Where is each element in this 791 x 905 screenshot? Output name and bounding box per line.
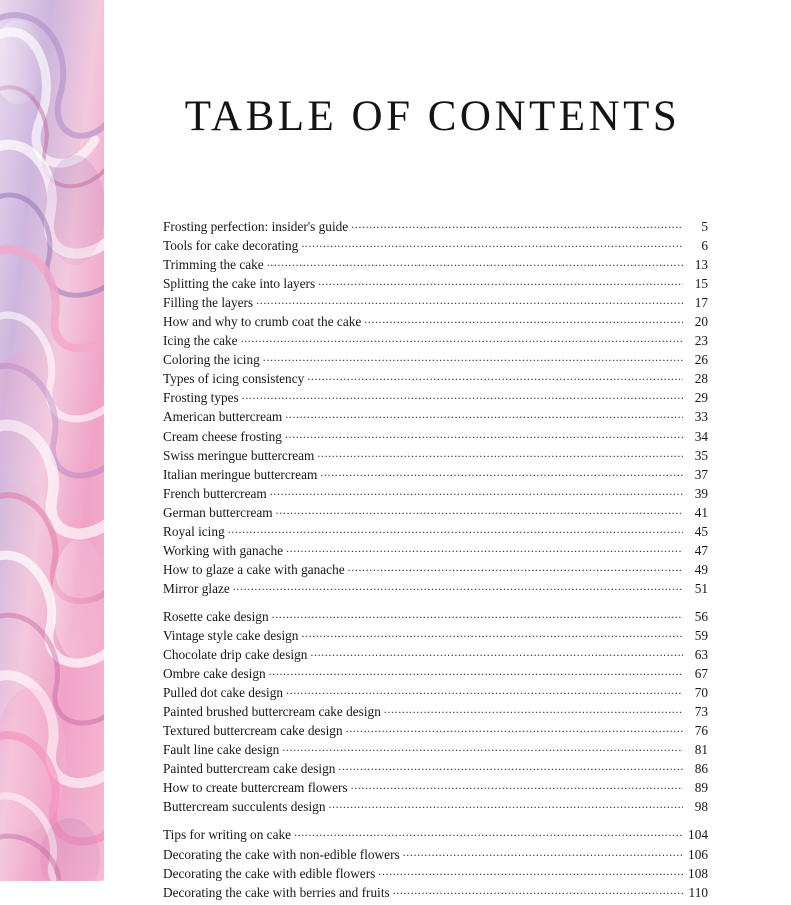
toc-entry-label: Painted brushed buttercream cake design [163,704,381,720]
toc-entry[interactable] [163,372,708,391]
document-page [104,0,791,900]
toc-entry[interactable] [163,296,708,315]
toc-entry-page-number: 67 [694,666,708,682]
toc-entry[interactable] [163,762,708,781]
toc-entry-page-number: 110 [688,884,708,900]
toc-entry[interactable] [163,315,708,334]
toc-leader-dots [346,724,683,735]
toc-entry-label: Buttercream succulents design [163,799,326,815]
toc-entry-label: Icing the cake [163,333,238,349]
toc-entry-label: Frosting perfection: insider's guide [163,219,349,234]
toc-entry-label: Royal icing [163,523,225,539]
toc-entry-label: Mirror glaze [163,580,230,596]
toc-entry-label: Cream cheese frosting [163,428,282,444]
toc-entry-label: Working with ganache [163,542,284,558]
toc-entry-label: Swiss meringue buttercream [163,447,315,463]
toc-leader-dots [364,315,683,326]
toc-entry-label: Ombre cake design [163,666,266,682]
toc-leader-dots [351,220,683,231]
toc-entry-page-number: 6 [701,238,708,254]
toc-entry-label: Tips for writing on cake [163,827,292,843]
toc-entry[interactable] [163,648,708,667]
toc-entry[interactable] [163,220,708,239]
toc-leader-dots [270,487,683,498]
toc-entry[interactable] [163,258,708,277]
toc-entry-label: Pulled dot cake design [163,685,284,701]
toc-entry-label: Types of icing consistency [163,371,305,387]
toc-leader-dots [267,258,683,269]
toc-leader-dots [269,667,683,678]
toc-entry-label: Fault line cake design [163,742,280,758]
toc-entry[interactable] [163,525,708,544]
toc-entry[interactable] [163,430,708,449]
toc-entry-page-number: 49 [694,561,708,577]
toc-entry-page-number: 26 [694,352,708,368]
toc-entry[interactable] [163,867,708,886]
toc-leader-dots [318,277,683,288]
toc-entry-page-number: 59 [694,627,708,643]
toc-entry-page-number: 13 [694,257,708,273]
toc-entry-page-number: 81 [694,742,708,758]
toc-entry-page-number: 47 [694,542,708,558]
toc-leader-dots [285,430,683,441]
toc-entry[interactable] [163,800,708,819]
toc-leader-dots [351,781,683,792]
toc-entry-label: Italian meringue buttercream [163,466,318,482]
toc-leader-dots [285,410,683,421]
toc-entry-label: Decorating the cake with edible flowers [163,865,376,881]
toc-entry-page-number: 98 [694,799,708,815]
toc-entry[interactable] [163,277,708,296]
toc-leader-dots [320,468,683,479]
toc-leader-dots [307,372,683,383]
toc-leader-dots [328,800,683,811]
toc-entry[interactable] [163,610,708,629]
toc-entry-label: Frosting types [163,390,239,406]
toc-entry-page-number: 17 [694,295,708,311]
toc-entry-page-number: 89 [694,780,708,796]
toc-entry[interactable] [163,686,708,705]
toc-leader-dots [242,391,683,402]
toc-entry-label: Decorating the cake with berries and fruits [163,884,390,900]
toc-entry[interactable] [163,544,708,563]
toc-entry-label: Rosette cake design [163,608,269,624]
toc-entry-label: Chocolate drip cake design [163,647,308,663]
toc-entry-page-number: 70 [694,685,708,701]
toc-entry-label: Painted buttercream cake design [163,761,336,777]
toc-entry-page-number: 104 [688,827,708,843]
toc-entry-page-number: 51 [694,580,708,596]
toc-leader-dots [233,582,683,593]
toc-entry[interactable] [163,667,708,686]
toc-leader-dots [403,848,683,859]
toc-entry-label: Tools for cake decorating [163,238,299,254]
toc-leader-dots [378,867,683,878]
toc-leader-dots [317,449,683,460]
toc-entry-label: American buttercream [163,409,283,425]
table-of-contents-list [163,220,708,905]
toc-leader-dots [286,686,683,697]
toc-entry-page-number: 76 [694,723,708,739]
toc-entry-page-number: 28 [694,371,708,387]
toc-entry[interactable] [163,334,708,353]
toc-entry-page-number: 45 [694,523,708,539]
toc-entry[interactable] [163,724,708,743]
toc-entry[interactable] [163,705,708,724]
toc-entry-page-number: 108 [688,865,708,881]
toc-entry-page-number: 63 [694,647,708,663]
toc-entry-label: How to create buttercream flowers [163,780,348,796]
marbled-pink-purple-texture [0,0,104,881]
toc-entry-label: How to glaze a cake with ganache [163,561,345,577]
toc-entry[interactable] [163,781,708,800]
toc-entry[interactable] [163,410,708,429]
page-title: TABLE OF CONTENTS [184,93,681,140]
toc-leader-dots [286,544,683,555]
toc-entry-page-number: 106 [688,846,708,862]
toc-entry-page-number: 15 [694,276,708,292]
toc-leader-dots [338,762,683,773]
toc-entry-page-number: 39 [694,485,708,501]
toc-leader-dots [256,296,683,307]
toc-entry[interactable] [163,563,708,582]
toc-entry[interactable] [163,629,708,648]
toc-entry[interactable] [163,468,708,487]
toc-entry-label: Vintage style cake design [163,627,299,643]
toc-entry[interactable] [163,353,708,372]
toc-leader-dots [276,506,683,517]
toc-leader-dots [384,705,683,716]
toc-leader-dots [241,334,683,345]
toc-entry-page-number: 5 [701,219,708,234]
toc-entry-page-number: 56 [694,608,708,624]
toc-entry-label: How and why to crumb coat the cake [163,314,362,330]
toc-entry[interactable] [163,582,708,601]
toc-entry[interactable] [163,886,708,905]
toc-entry-page-number: 41 [694,504,708,520]
toc-entry-page-number: 37 [694,466,708,482]
toc-leader-dots [272,610,683,621]
toc-entry[interactable] [163,487,708,506]
toc-leader-dots [310,648,683,659]
toc-entry-page-number: 86 [694,761,708,777]
toc-leader-dots [301,239,683,250]
toc-leader-dots [228,525,683,536]
toc-entry[interactable] [163,391,708,410]
toc-entry-page-number: 23 [694,333,708,349]
toc-entry-page-number: 29 [694,390,708,406]
toc-entry-page-number: 20 [694,314,708,330]
toc-entry[interactable] [163,449,708,468]
toc-leader-dots [301,629,683,640]
toc-entry-label: Decorating the cake with non-edible flowers [163,846,400,862]
toc-entry[interactable] [163,506,708,525]
toc-leader-dots [282,743,683,754]
toc-entry[interactable] [163,828,708,847]
toc-leader-dots [348,563,683,574]
toc-entry-label: French buttercream [163,485,267,501]
toc-entry-label: Coloring the icing [163,352,260,368]
toc-entry[interactable] [163,848,708,867]
toc-entry-page-number: 35 [694,447,708,463]
toc-entry[interactable] [163,743,708,762]
toc-entry[interactable] [163,239,708,258]
toc-entry-label: German buttercream [163,504,273,520]
toc-entry-page-number: 33 [694,409,708,425]
toc-entry-label: Filling the layers [163,295,254,311]
toc-entry-label: Splitting the cake into layers [163,276,316,292]
toc-entry-label: Trimming the cake [163,257,264,273]
toc-entry-page-number: 73 [694,704,708,720]
toc-entry-page-number: 34 [694,428,708,444]
toc-leader-dots [393,886,683,897]
toc-leader-dots [263,353,683,364]
toc-entry-label: Textured buttercream cake design [163,723,343,739]
toc-leader-dots [294,828,683,839]
